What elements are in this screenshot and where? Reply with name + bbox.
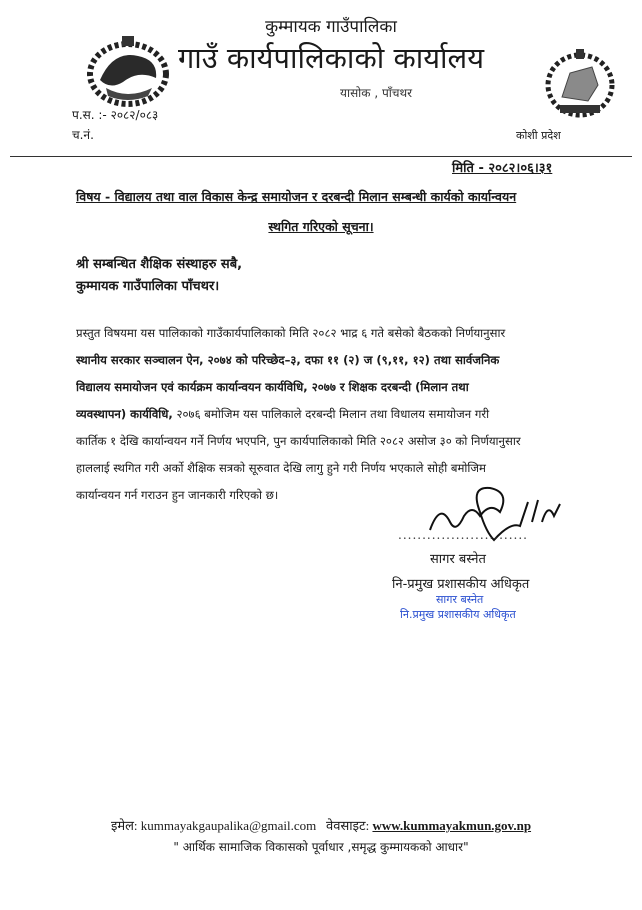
recipient-line-2: कुम्मायक गाउँपालिका पाँचथर। <box>76 279 220 294</box>
body-line: हाललाई स्थगित गरी अर्को शैक्षिक सत्रको सूरुवात देखि लागु हुने गरी निर्णय भएकाले सोही बमोजिम <box>76 461 486 475</box>
body-line-bold: व्यवस्थापन) कार्यविधि, <box>76 407 173 421</box>
body-line: २०७६ बमोजिम यस पालिकाले दरबन्दी मिलान तथा विधालय समायोजन गरी <box>172 407 490 421</box>
body-line: कार्तिक १ देखि कार्यान्वयन गर्ने निर्णय भएपनि, पुन कार्यपालिकाको मिति २०८२ असोज ३० को निर्णयानुसार <box>76 434 521 448</box>
office-address: यासोक , पाँचथर <box>340 86 413 100</box>
municipality-name: कुम्मायक गाउँपालिका <box>265 17 397 37</box>
body-line: विद्यालय समायोजन एवं कार्यक्रम कार्यान्वयन कार्यविधि, २०७७ र शिक्षक दरबन्दी (मिलान तथा <box>76 380 469 394</box>
province-name: कोशी प्रदेश <box>516 129 561 142</box>
body-line: प्रस्तुत विषयमा यस पालिकाको गाउँकार्यपालिकाको मिति २०८२ भाद्र ६ गते बसेको बैठकको निर्णयानुसार <box>76 326 506 340</box>
website-link[interactable]: www.kummayakmun.gov.np <box>372 818 532 833</box>
signatory-name: सागर बस्नेत <box>430 552 486 567</box>
body-line: स्थानीय सरकार सञ्चालन ऐन, २०७४ को परिच्छेद–३, दफा ११ (२) ज (९,११, १२) तथा सार्वजनिक <box>76 353 500 367</box>
body-line: कार्यान्वयन गर्न गराउन हुन जानकारी गरिएको छ। <box>76 488 279 502</box>
footer-slogan: " आर्थिक सामाजिक विकासको पूर्वाधार ,समृद्ध कुम्मायकको आधार" <box>173 840 469 854</box>
subject-line-1: विषय - विद्यालय तथा वाल विकास केन्द्र समायोजन र दरबन्दी मिलान सम्बन्धी कार्यको कार्यान्वयन <box>76 189 517 204</box>
website-label: वेवसाइट: <box>326 818 370 833</box>
letter-date: मिति - २०८२।०६।३१ <box>452 161 553 176</box>
footer-contact <box>0 816 642 834</box>
header-divider <box>10 156 632 157</box>
email-address[interactable]: kummayakgaupalika@gmail.com <box>140 818 317 833</box>
office-title: गाउँ कार्यपालिकाको कार्यालय <box>177 41 485 75</box>
subject-line-2: स्थगित गरिएको सूचना। <box>268 219 374 234</box>
body-paragraph <box>76 320 574 509</box>
ps-value: २०८२/०८३ <box>110 108 159 122</box>
stamp-name: सागर बस्नेत <box>436 593 484 606</box>
recipient-line-1: श्री सम्बन्धित शैक्षिक संस्थाहरु सबै, <box>76 257 243 272</box>
signatory-title: नि-प्रमुख प्रशासकीय अधिकृत <box>392 577 530 592</box>
reference-number <box>72 106 158 123</box>
stamp-title: नि.प्रमुख प्रशासकीय अधिकृत <box>400 608 516 621</box>
ps-label: प.स. :- <box>72 108 107 122</box>
dispatch-number-label: च.नं. <box>72 128 94 142</box>
signature-dots: ........................... <box>398 528 528 542</box>
email-label: इमेल: <box>110 818 138 833</box>
